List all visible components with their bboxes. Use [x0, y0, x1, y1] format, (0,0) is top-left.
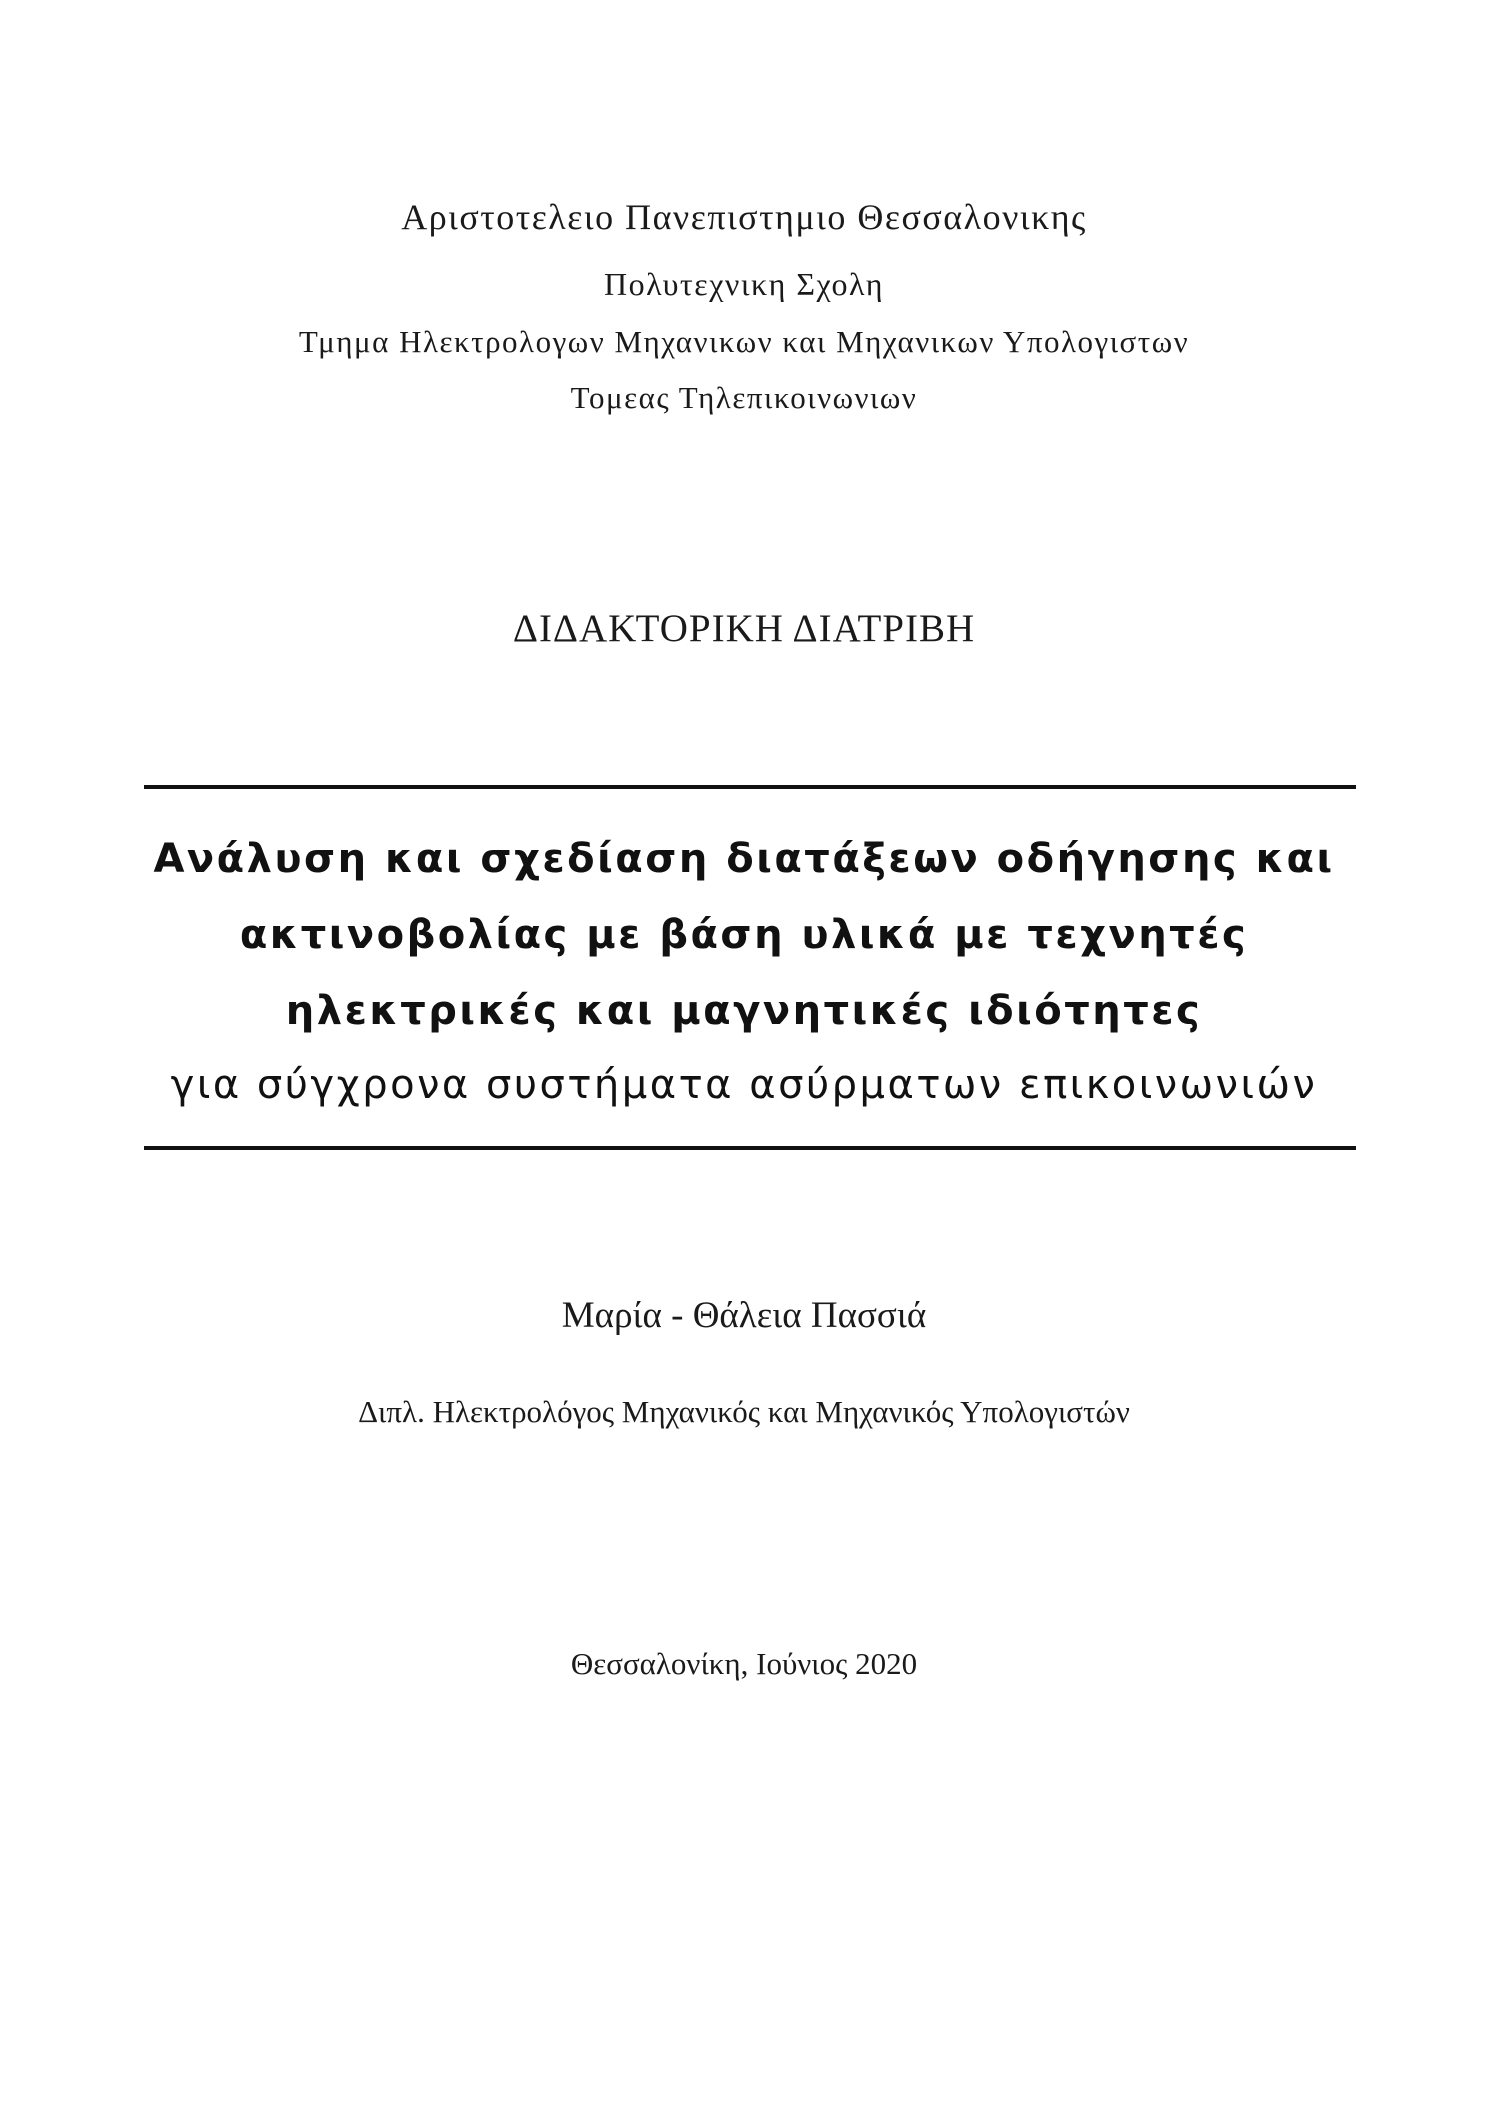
university-name: Αριστοτελειο Πανεπιστημιο Θεσσαλονικης: [401, 197, 1087, 237]
title-top-rule: [144, 785, 1356, 789]
author-degree: Διπλ. Ηλεκτρολόγος Μηχανικός και Μηχανικός Υπολογιστών: [358, 1394, 1130, 1429]
thesis-title-line-4: για σύγχρονα συστήματα ασύρματων επικοινωνιών: [170, 1062, 1318, 1108]
department-name: Τμημα Ηλεκτρολογων Μηχανικων και Μηχανικων Υπολογιστων: [298, 324, 1190, 359]
title-bottom-rule: [144, 1146, 1356, 1150]
thesis-title-line-3: ηλεκτρικές και μαγνητικές ιδιότητες: [285, 988, 1203, 1034]
school-name: Πολυτεχνικη Σχολη: [604, 266, 884, 302]
author-name: Μαρία - Θάλεια Πασσιά: [561, 1295, 927, 1336]
place-and-date: Θεσσαλονίκη, Ιούνιος 2020: [570, 1646, 918, 1681]
thesis-title-line-2: ακτινοβολίας με βάση υλικά με τεχνητές: [239, 912, 1249, 958]
sector-name: Τομεας Τηλεπικοινωνιων: [570, 380, 918, 415]
document-type: ΔΙΔΑΚΤΟΡΙΚΗ ΔΙΑΤΡΙΒΗ: [512, 607, 976, 650]
thesis-title-line-1: Ανάλυση και σχεδίαση διατάξεων οδήγησης και: [153, 836, 1335, 882]
